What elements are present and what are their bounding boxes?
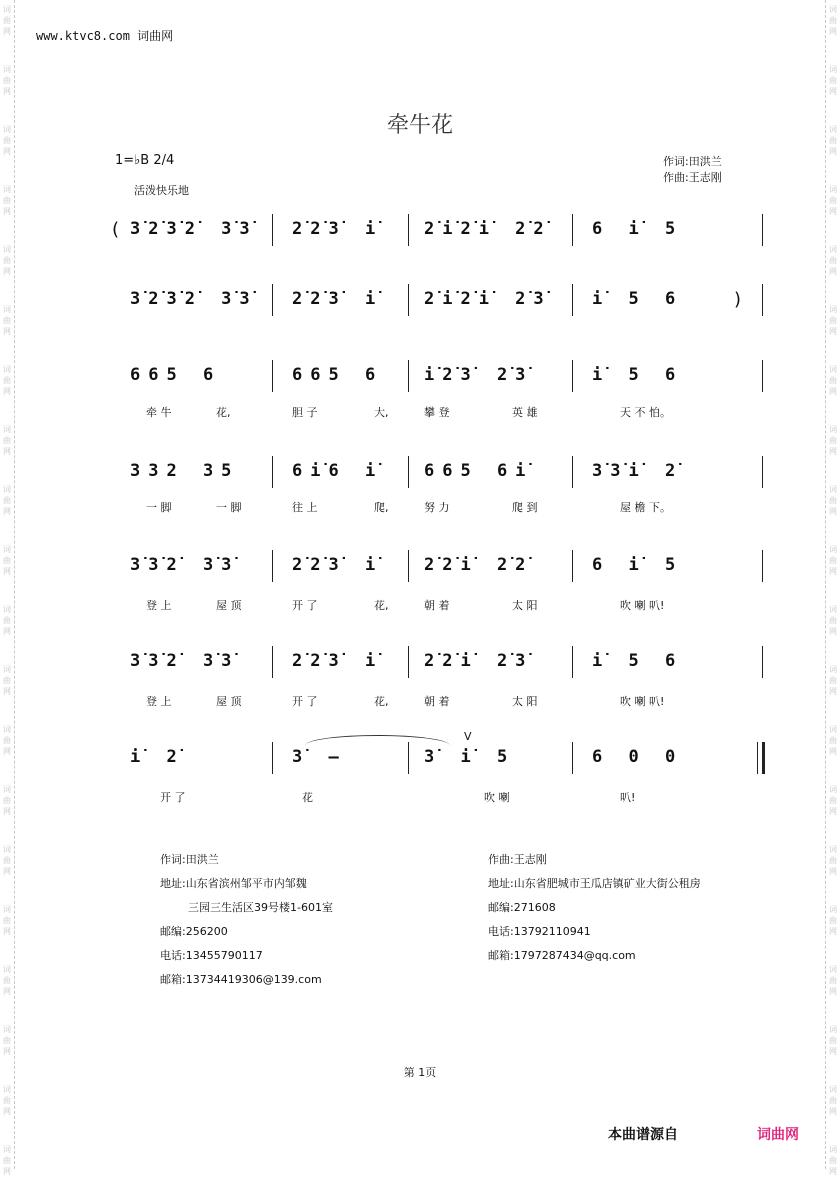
- lyric-word: 花,: [374, 599, 389, 612]
- measure-notes: 665 6i̇: [424, 461, 534, 481]
- watermark-text: 词 曲 网: [3, 665, 11, 696]
- watermark-text: 词 曲 网: [829, 725, 837, 756]
- watermark-text: 词 曲 网: [3, 65, 11, 96]
- measure-notes: 2̇2̇3̇ i̇: [292, 651, 384, 671]
- watermark-text: 词 曲 网: [829, 425, 837, 456]
- watermark-text: 词 曲 网: [3, 785, 11, 816]
- bar-line: [272, 360, 273, 392]
- measure-notes: i̇ 5 6: [592, 289, 684, 309]
- page-number: 第 1页: [403, 1066, 437, 1079]
- watermark-text: 词 曲 网: [829, 665, 837, 696]
- key-signature: 1=♭B 2/4: [115, 153, 175, 168]
- watermark-text: 词 曲 网: [829, 5, 837, 36]
- watermark-text: 词 曲 网: [3, 725, 11, 756]
- watermark-text: 词 曲 网: [829, 125, 837, 156]
- lyric-word: 往 上: [292, 501, 318, 514]
- composer-postcode: 邮编:271608: [488, 901, 556, 914]
- bar-line: [408, 360, 409, 392]
- lyric-word: 屋 顶: [216, 695, 242, 708]
- bar-line: [408, 284, 409, 316]
- lyricist-email[interactable]: 邮箱:13734419306@139.com: [160, 973, 322, 986]
- tempo-marking: 活泼快乐地: [134, 184, 189, 197]
- lyricist-phone: 电话:13455790117: [160, 949, 263, 962]
- watermark-text: 词 曲 网: [829, 185, 837, 216]
- lyric-word: 攀 登: [424, 406, 450, 419]
- source-label: 本曲谱源自: [608, 1127, 678, 1143]
- composer-address: 地址:山东省肥城市王瓜店镇矿业大街公租房: [488, 877, 701, 890]
- composer-credit: 作曲:王志刚: [663, 171, 722, 184]
- measure-notes: 2̇i̇2̇i̇ 2̇3̇: [424, 289, 552, 309]
- watermark-text: 词 曲 网: [3, 185, 11, 216]
- bar-line: [572, 284, 573, 316]
- watermark-text: 词 曲 网: [3, 845, 11, 876]
- repeat-open-paren: (: [112, 219, 120, 240]
- tie-slur: [305, 735, 450, 756]
- bar-line-final-thin: [757, 742, 758, 774]
- breath-mark: V: [464, 730, 472, 743]
- watermark-text: 词 曲 网: [829, 65, 837, 96]
- lyric-word: 花: [302, 791, 313, 804]
- measure-notes: i̇ 5 6: [592, 365, 684, 385]
- lyric-word: 朝 着: [424, 599, 450, 612]
- watermark-text: 词 曲 网: [3, 545, 11, 576]
- lyric-word: 胆 子: [292, 406, 318, 419]
- bar-line: [408, 550, 409, 582]
- lyricist-address-2: 三园三生活区39号楼1-601室: [188, 901, 333, 914]
- lyric-word: 太 阳: [512, 695, 538, 708]
- lyric-word: 屋 檐 下。: [620, 501, 671, 514]
- measure-notes: 2̇i̇2̇i̇ 2̇2̇: [424, 219, 552, 239]
- lyric-word: 开 了: [292, 695, 318, 708]
- measure-notes: 665 6: [292, 365, 384, 385]
- watermark-text: 词 曲 网: [3, 965, 11, 996]
- lyricist-postcode: 邮编:256200: [160, 925, 228, 938]
- bar-line: [762, 456, 763, 488]
- score-row: [112, 360, 767, 394]
- lyric-word: 英 雄: [512, 406, 538, 419]
- bar-line: [762, 360, 763, 392]
- lyricist-address-1: 地址:山东省滨州邹平市内邹魏: [160, 877, 307, 890]
- site-logo[interactable]: 词曲网: [757, 1127, 799, 1143]
- lyric-word: 一 脚: [216, 501, 242, 514]
- measure-notes: 6 i̇ 5: [592, 219, 684, 239]
- lyric-word: 叭!: [620, 791, 636, 804]
- bar-line: [272, 550, 273, 582]
- lyric-word: 爬,: [374, 501, 389, 514]
- watermark-text: 词 曲 网: [3, 425, 11, 456]
- lyric-word: 吹 喇 叭!: [620, 695, 665, 708]
- measure-notes: 3̇3̇2̇ 3̇3̇: [130, 555, 240, 575]
- composer-name: 作曲:王志刚: [488, 853, 547, 866]
- measure-notes: 665 6: [130, 365, 222, 385]
- bar-line: [272, 284, 273, 316]
- watermark-text: 词 曲 网: [829, 905, 837, 936]
- watermark-text: 词 曲 网: [3, 5, 11, 36]
- measure-notes: i̇ 2̇: [130, 747, 185, 767]
- measure-notes: 6 i̇ 5: [592, 555, 684, 575]
- composer-phone: 电话:13792110941: [488, 925, 591, 938]
- measure-notes: 3̇ –: [292, 747, 347, 767]
- watermark-text: 词 曲 网: [829, 305, 837, 336]
- measure-notes: 6 0 0: [592, 747, 684, 767]
- measure-notes: 3̇3̇2̇ 3̇3̇: [130, 651, 240, 671]
- watermark-text: 词 曲 网: [3, 905, 11, 936]
- bar-line: [408, 646, 409, 678]
- bar-line: [572, 456, 573, 488]
- watermark-text: 词 曲 网: [3, 485, 11, 516]
- bar-line: [762, 646, 763, 678]
- lyric-word: 大,: [374, 406, 389, 419]
- watermark-text: 词 曲 网: [829, 605, 837, 636]
- bar-line: [408, 214, 409, 246]
- lyric-word: 爬 到: [512, 501, 538, 514]
- bar-line: [272, 214, 273, 246]
- lyric-word: 天 不 怕。: [620, 406, 671, 419]
- score-row: [112, 214, 767, 248]
- measure-notes: 3̇ i̇ 5: [424, 747, 516, 767]
- lyric-word: 一 脚: [146, 501, 172, 514]
- score-row: [112, 284, 767, 318]
- bar-line: [762, 550, 763, 582]
- watermark-text: 词 曲 网: [829, 845, 837, 876]
- bar-line: [572, 360, 573, 392]
- watermark-text: 词 曲 网: [3, 305, 11, 336]
- lyric-word: 登 上: [146, 695, 172, 708]
- watermark-text: 词 曲 网: [829, 1145, 837, 1176]
- lyricist-credit: 作词:田洪兰: [663, 155, 722, 168]
- watermark-text: 词 曲 网: [3, 1145, 11, 1176]
- lyricist-info: [160, 848, 333, 992]
- measure-notes: 332 35: [130, 461, 240, 481]
- bar-line: [572, 742, 573, 774]
- lyric-word: 太 阳: [512, 599, 538, 612]
- song-title: 牵牛花: [386, 113, 453, 138]
- watermark-text: 词 曲 网: [3, 1085, 11, 1116]
- lyric-word: 朝 着: [424, 695, 450, 708]
- composer-info: [488, 848, 701, 968]
- lyric-word: 牵 牛: [146, 406, 172, 419]
- lyric-word: 努 力: [424, 501, 450, 514]
- measure-notes: 2̇2̇i̇ 2̇2̇: [424, 555, 534, 575]
- measure-notes: i̇2̇3̇ 2̇3̇: [424, 365, 534, 385]
- lyric-word: 花,: [374, 695, 389, 708]
- score-row: [112, 646, 767, 680]
- watermark-text: 词 曲 网: [3, 245, 11, 276]
- measure-notes: 2̇2̇3̇ i̇: [292, 219, 384, 239]
- watermark-text: 词 曲 网: [829, 365, 837, 396]
- watermark-text: 词 曲 网: [829, 1025, 837, 1056]
- bar-line: [572, 214, 573, 246]
- measure-notes: 2̇2̇i̇ 2̇3̇: [424, 651, 534, 671]
- bar-line: [762, 284, 763, 316]
- bar-line: [572, 646, 573, 678]
- measure-notes: 3̇2̇3̇2̇ 3̇3̇: [130, 289, 258, 309]
- watermark-text: 词 曲 网: [829, 1085, 837, 1116]
- lyricist-name: 作词:田洪兰: [160, 853, 219, 866]
- watermark-text: 词 曲 网: [829, 965, 837, 996]
- score-row: [112, 456, 767, 490]
- lyric-word: 吹 喇 叭!: [620, 599, 665, 612]
- watermark-text: 词 曲 网: [829, 485, 837, 516]
- lyric-word: 开 了: [292, 599, 318, 612]
- score-row: [112, 550, 767, 584]
- watermark-text: 词 曲 网: [829, 785, 837, 816]
- lyric-word: 吹 喇: [484, 791, 510, 804]
- bar-line: [272, 646, 273, 678]
- watermark-text: 词 曲 网: [3, 1025, 11, 1056]
- lyric-word: 花,: [216, 406, 231, 419]
- lyric-word: 登 上: [146, 599, 172, 612]
- bar-line: [762, 742, 765, 774]
- watermark-text: 词 曲 网: [829, 545, 837, 576]
- bar-line: [762, 214, 763, 246]
- repeat-close-paren: ): [734, 289, 742, 310]
- lyric-word: 屋 顶: [216, 599, 242, 612]
- lyric-word: 开 了: [160, 791, 186, 804]
- watermark-text: 词 曲 网: [829, 245, 837, 276]
- measure-notes: i̇ 5 6: [592, 651, 684, 671]
- composer-email[interactable]: 邮箱:1797287434@qq.com: [488, 949, 636, 962]
- bar-line: [572, 550, 573, 582]
- measure-notes: 3̇3̇i̇ 2̇: [592, 461, 684, 481]
- measure-notes: 6i̇6 i̇: [292, 461, 384, 481]
- site-header[interactable]: www.ktvc8.com 词曲网: [36, 29, 174, 43]
- watermark-text: 词 曲 网: [3, 605, 11, 636]
- bar-line: [272, 742, 273, 774]
- measure-notes: 2̇2̇3̇ i̇: [292, 289, 384, 309]
- bar-line: [272, 456, 273, 488]
- bar-line: [408, 456, 409, 488]
- watermark-text: 词 曲 网: [3, 125, 11, 156]
- measure-notes: 3̇2̇3̇2̇ 3̇3̇: [130, 219, 258, 239]
- watermark-text: 词 曲 网: [3, 365, 11, 396]
- measure-notes: 2̇2̇3̇ i̇: [292, 555, 384, 575]
